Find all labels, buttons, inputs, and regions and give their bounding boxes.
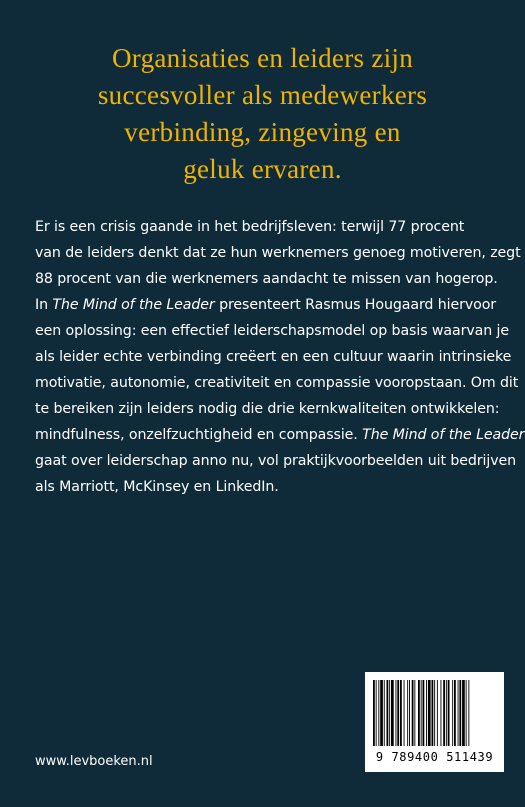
- barcode-bar: [458, 680, 459, 746]
- barcode-bar: [423, 680, 425, 746]
- barcode-bar: [468, 680, 469, 746]
- blurb-line: een oplossing: een effectief leiderschapsmodel op basis waarvan je: [35, 323, 509, 339]
- barcode-bar: [426, 680, 427, 746]
- blurb-line: [35, 292, 497, 318]
- barcode-bar: [387, 680, 389, 746]
- blurb-text-segment: In: [35, 297, 53, 313]
- barcode-bars: [371, 680, 498, 750]
- barcode-bar: [407, 680, 408, 746]
- barcode-bar: [441, 680, 442, 746]
- barcode-bar: [400, 680, 402, 746]
- barcode-bar: [432, 680, 434, 746]
- blurb-line: Er is een crisis gaande in het bedrijfsleven: terwijl 77 procent: [35, 219, 465, 235]
- blurb-line: als Marriott, McKinsey en LinkedIn.: [35, 479, 279, 495]
- barcode-bar: [396, 680, 397, 746]
- blurb-line: als leider echte verbinding creëert en een cultuur waarin intrinsieke: [35, 349, 512, 365]
- tagline-line: geluk ervaren.: [183, 154, 342, 184]
- barcode-bar: [452, 680, 453, 746]
- barcode-bar: [414, 680, 415, 746]
- blurb-line: motivatie, autonomie, creativiteit en compassie vooropstaan. Om dit: [35, 375, 519, 391]
- barcode-bar: [418, 680, 420, 746]
- blurb-text-segment: mindfulness, onzelfzuchtigheid en compassie.: [35, 427, 363, 443]
- barcode-bar: [443, 680, 445, 746]
- barcode-bar: [446, 680, 447, 746]
- blurb-text: [35, 214, 525, 500]
- tagline: [0, 40, 525, 188]
- isbn-barcode: [365, 672, 504, 772]
- barcode-bar: [437, 680, 438, 746]
- barcode-bar: [462, 680, 465, 746]
- tagline-line: verbinding, zingeving en: [124, 117, 401, 147]
- barcode-bar: [376, 680, 377, 746]
- blurb-line: 88 procent van die werknemers aandacht te missen van hogerop.: [35, 271, 498, 287]
- barcode-bar: [389, 680, 390, 746]
- barcode-bar: [380, 680, 383, 746]
- blurb-text-segment: presenteert Rasmus Hougaard hiervoor: [214, 297, 497, 313]
- tagline-line: Organisaties en leiders zijn: [111, 43, 414, 73]
- barcode-bar: [434, 680, 435, 746]
- barcode-bar: [404, 680, 405, 746]
- barcode-bar: [397, 680, 399, 746]
- publisher-website: www.levboeken.nl: [35, 754, 153, 769]
- barcode-bar: [448, 680, 450, 746]
- tagline-line: succesvoller als medewerkers: [97, 80, 428, 110]
- barcode-bar: [409, 680, 410, 746]
- blurb-line: van de leiders denkt dat ze hun werknemers genoeg motiveren, zegt: [35, 245, 521, 261]
- barcode-bar: [384, 680, 385, 746]
- barcode-bar: [373, 680, 375, 746]
- blurb-line: te bereiken zijn leiders nodig die drie kernkwaliteiten ontwikkelen:: [35, 401, 500, 417]
- barcode-bar: [466, 680, 467, 746]
- barcode-bar: [428, 680, 431, 746]
- barcode-bar: [459, 680, 461, 746]
- barcode-bar: [391, 680, 394, 746]
- barcode-bar: [412, 680, 414, 746]
- blurb-line: [35, 422, 525, 448]
- book-title: The Mind of the Leader: [52, 297, 215, 313]
- barcode-bar: [421, 680, 422, 746]
- book-title: The Mind of the Leader: [362, 427, 525, 443]
- blurb-line: gaat over leiderschap anno nu, vol praktijkvoorbeelden uit bedrijven: [35, 453, 517, 469]
- isbn-number: 9 789400 511439: [375, 750, 494, 764]
- barcode-bar: [378, 680, 379, 746]
- barcode-bar: [454, 680, 456, 746]
